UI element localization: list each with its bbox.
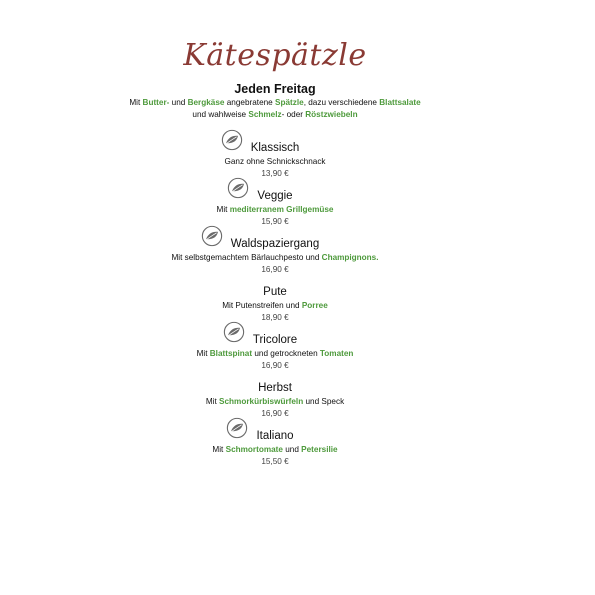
- highlight-text: Tomaten: [319, 349, 354, 358]
- text-segment: und: [169, 98, 188, 107]
- highlight-text: mediterranem Grillgemüse: [229, 205, 334, 214]
- menu-item: [80, 285, 470, 324]
- intro-line-2: [80, 109, 470, 121]
- text-segment: Ganz ohne Schnickschnack: [224, 157, 326, 166]
- highlight-text: Schmorkürbiswürfeln: [219, 397, 304, 406]
- item-description: [80, 300, 470, 312]
- text-segment: Mit Putenstreifen und: [222, 301, 302, 310]
- menu-item: [80, 381, 470, 420]
- item-name: Klassisch: [250, 142, 300, 154]
- menu-item: [80, 141, 470, 180]
- item-price: 15,50 €: [261, 457, 289, 466]
- item-price: 16,90 €: [261, 265, 289, 274]
- menu-item: [80, 237, 470, 276]
- text-segment: und Speck: [303, 397, 345, 406]
- item-name: Herbst: [258, 382, 292, 394]
- text-segment: , dazu verschiedene: [303, 98, 380, 107]
- item-name: Waldspaziergang: [230, 238, 320, 250]
- text-segment: - oder: [281, 110, 306, 119]
- item-price: 18,90 €: [261, 313, 289, 322]
- highlight-text: Spätzle: [275, 98, 304, 107]
- intro-line-1: [80, 97, 470, 109]
- highlight-text: Schmortomate: [225, 445, 283, 454]
- text-segment: Mit selbstgemachtem Bärlauchpesto und: [171, 253, 322, 262]
- leaf-icon: [227, 177, 249, 199]
- leaf-icon: [201, 225, 223, 247]
- leaf-icon: [223, 321, 245, 343]
- menu-intro: [80, 97, 470, 121]
- item-price: 16,90 €: [261, 361, 289, 370]
- item-description: [80, 396, 470, 408]
- highlight-text: Porree: [301, 301, 328, 310]
- item-description: [80, 444, 470, 456]
- highlight-text: Bergkäse: [187, 98, 225, 107]
- item-name: Veggie: [257, 190, 293, 202]
- highlight-text: Röstzwiebeln: [305, 110, 358, 119]
- text-segment: und: [282, 445, 302, 454]
- highlight-text: Schmelz: [248, 110, 282, 119]
- text-segment: Mit: [216, 205, 230, 214]
- item-description: [80, 204, 470, 216]
- item-price: 13,90 €: [261, 169, 289, 178]
- text-segment: Mit: [212, 445, 226, 454]
- highlight-text: Petersilie: [301, 445, 338, 454]
- item-price: 15,90 €: [261, 217, 289, 226]
- highlight-text: Butter-: [142, 98, 170, 107]
- menu-item: [80, 429, 470, 468]
- menu-title: Kätespätzle: [183, 38, 367, 73]
- text-segment: Mit: [205, 397, 220, 406]
- item-description: [80, 156, 470, 168]
- item-description: [80, 348, 470, 360]
- menu-subtitle: Jeden Freitag: [234, 82, 316, 96]
- menu-item: [80, 189, 470, 228]
- highlight-text: Blattspinat: [209, 349, 253, 358]
- text-segment: und getrockneten: [252, 349, 320, 358]
- menu-item: [80, 333, 470, 372]
- text-segment: und wahlweise: [192, 110, 249, 119]
- text-segment: Mit: [196, 349, 210, 358]
- text-segment: Mit: [129, 98, 143, 107]
- item-name: Tricolore: [252, 334, 298, 346]
- item-price: 16,90 €: [261, 409, 289, 418]
- highlight-text: Champignons.: [321, 253, 379, 262]
- highlight-text: Blattsalate: [379, 98, 421, 107]
- item-name: Pute: [263, 286, 287, 298]
- leaf-icon: [221, 129, 243, 151]
- text-segment: angebratene: [224, 98, 276, 107]
- item-description: [80, 252, 470, 264]
- item-name: Italiano: [256, 430, 294, 442]
- leaf-icon: [226, 417, 248, 439]
